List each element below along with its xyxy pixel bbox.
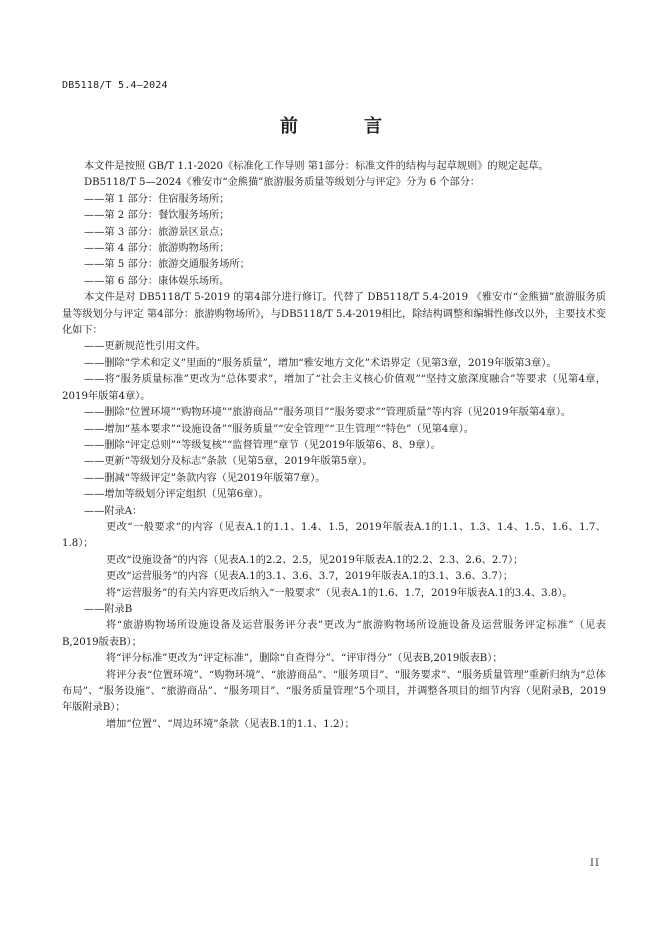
paragraph: ——删除“评定总则”“等级复核”“监督管理”章节（见2019年版第6、8、9章）。 — [84, 439, 441, 451]
paragraph: ——更新规范性引用文件。 — [84, 341, 207, 353]
paragraph: ——附录A： — [84, 505, 143, 517]
paragraph: ——第 6 部分：康体娱乐场所。 — [84, 275, 230, 287]
paragraph: 更改“一般要求”的内容（见表A.1的1.1、1.4、1.5，2019年版表A.1的1.1、1.3、1.4、1.5、1.6、1.7、1.8）； — [62, 521, 606, 550]
paragraph: ——增加“基本要求”“设施设备”“服务质量”“安全管理”“卫生管理”“特色”（见第4章）。 — [84, 423, 474, 435]
paragraph: ——将“服务质量标准”更改为“总体要求”，增加了“社会主义核心价值观”“坚持文旅深度融合”等要求（见第4章，2019年版第4章）。 — [62, 374, 606, 402]
paragraph: ——第 4 部分：旅游购物场所； — [84, 243, 230, 255]
paragraph: DB5118/T 5—2024《雅安市“金熊猫”旅游服务质量等级划分与评定》分为 6 个部分： — [84, 177, 481, 189]
paragraph: ——第 1 部分：住宿服务场所； — [84, 193, 230, 205]
paragraph: 将“旅游购物场所设施设备及运营服务评分表”更改为“旅游购物场所设施设备及运营服务评定标准”（见表B,2019版表B）； — [62, 620, 606, 648]
document-code: DB5118/T 5.4—2024 — [62, 80, 168, 91]
paragraph: 将“评分标准”更改为“评定标准”，删除“自查得分”、“评审得分”（见表B,2019版表B）； — [106, 653, 503, 665]
page-title: 前 言 — [280, 116, 406, 137]
paragraph: 增加“位置”、“周边环境”条款（见表B.1的1.1、1.2）； — [106, 718, 355, 730]
foreword-body — [62, 159, 606, 733]
paragraph: ——删减“等级评定”条款内容（见2019年版第7章）。 — [84, 472, 326, 484]
paragraph: ——第 3 部分：旅游景区景点； — [84, 226, 230, 238]
paragraph: ——删除“位置环境”“购物环境”“旅游商品”“服务项目”“服务要求”“管理质量”等内容（见2019年版第4章）。 — [84, 407, 572, 419]
paragraph: 本文件是对 DB5118/T 5-2019 的第4部分进行修订。代替了 DB5118/T 5.4-2019 《雅安市“金熊猫”旅游服务质量等级划分与评定 第4部分：旅游购物场所》，与DB5118/T 5.4-2019相比，除结构调整和编辑性修改以外，主要技术变化如下： — [62, 292, 606, 337]
paragraph: ——删除“学术和定义”里面的“服务质量”，增加“雅安地方文化”术语界定（见第3章，2019年版第3章）。 — [84, 357, 557, 369]
page-number: II — [590, 858, 600, 869]
paragraph: 本文件是按照 GB/T 1.1-2020《标准化工作导则 第1部分：标准文件的结构与起草规则》的规定起草。 — [84, 161, 549, 172]
paragraph: ——第 2 部分：餐饮服务场所； — [84, 210, 230, 222]
paragraph: ——附录B — [84, 603, 133, 615]
paragraph: 更改“设施设备”的内容（见表A.1的2.2、2.5，见2019年版表A.1的2.2、2.3、2.6、2.7）； — [106, 554, 524, 566]
paragraph: 将评分表“位置环境”、“购物环境”、“旅游商品”、“服务项目”、“服务要求”、“服务质量管理”重新归纳为“总体布局”、“服务设施”、“旅游商品”、“服务项目”、“服务质量管理”5个项目，并调整各项目的细节内容（见附录B，2019年版附录B）； — [62, 669, 606, 714]
paragraph: 更改“运营服务”的内容（见表A.1的3.1、3.6、3.7，2019年版表A.1的3.1、3.6、3.7）； — [106, 571, 514, 583]
paragraph: 将“运营服务”的有关内容更改后纳入“一般要求”（见表A.1的1.6、1.7，2019年版表A.1的3.4、3.8）。 — [106, 587, 573, 599]
paragraph: ——增加等级划分评定组织（见第6章）。 — [84, 489, 269, 501]
paragraph: ——第 5 部分：旅游交通服务场所； — [84, 259, 250, 271]
paragraph: ——更新“等级划分及标志”条款（见第5章，2019年版第5章）。 — [84, 456, 373, 468]
